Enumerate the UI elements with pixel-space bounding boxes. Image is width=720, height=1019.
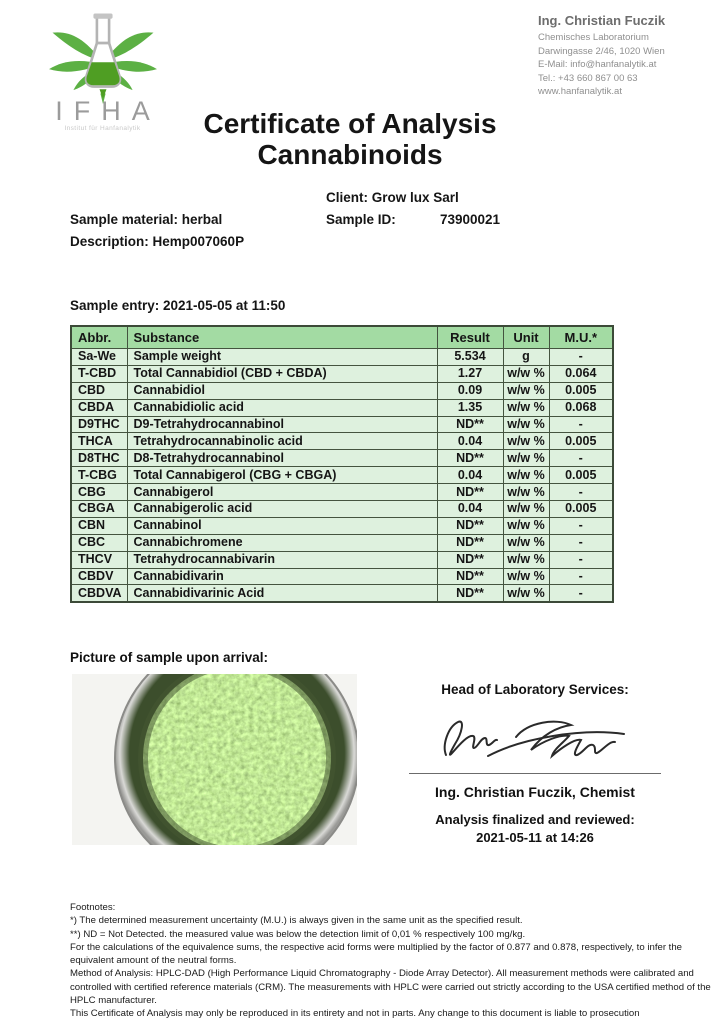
table-row	[71, 433, 613, 450]
footnote-line: **) ND = Not Detected. the measured value was below the detection limit of 0,01 % respectively 100 mg/kg.	[70, 928, 526, 940]
table-cell: THCA	[71, 433, 127, 450]
table-cell: D8THC	[71, 450, 127, 467]
sample-id-value: 73900021	[440, 212, 501, 227]
footnote-line: *) The determined measurement uncertainty (M.U.) is always given in the same unit as the specified result.	[70, 915, 523, 927]
table-cell: ND**	[437, 416, 503, 433]
table-cell: w/w %	[503, 484, 549, 501]
table-cell: w/w %	[503, 517, 549, 534]
table-cell: T-CBD	[71, 365, 127, 382]
table-row	[71, 551, 613, 568]
table-cell: Cannabidivarinic Acid	[127, 585, 437, 602]
signature-line	[409, 773, 661, 774]
table-cell: g	[503, 349, 549, 366]
header-result: Result	[437, 326, 503, 349]
hemp-leaf-flask-icon	[30, 10, 175, 104]
header-substance: Substance	[127, 326, 437, 349]
footnote-line: Method of Analysis: HPLC-DAD (High Performance Liquid Chromatography - Diode Array Detector). All measurement methods were calibrated and controlled with certified reference materials (CRM). The measurements with HPLC were carried out strictly according to the USA certified method of the HPLC manufacturer.	[70, 968, 711, 1007]
table-cell: w/w %	[503, 467, 549, 484]
table-row	[71, 382, 613, 399]
sample-entry-line: Sample entry: 2021-05-05 at 11:50	[70, 298, 286, 313]
table-cell: -	[549, 551, 613, 568]
table-cell: Cannabidivarin	[127, 568, 437, 585]
contact-lab: Chemisches Laboratorium	[538, 32, 649, 43]
finalized-label: Analysis finalized and reviewed:	[435, 812, 635, 827]
footnote-line: For the calculations of the equivalence sums, the respective acid forms were multiplied by the factor of 0.877 and 0.878, respectively, to infer the equivalent amount of the neutral forms.	[70, 941, 683, 967]
table-cell: Sample weight	[127, 349, 437, 366]
table-cell: 0.04	[437, 501, 503, 518]
table-cell: -	[549, 585, 613, 602]
table-cell: THCV	[71, 551, 127, 568]
table-cell: -	[549, 450, 613, 467]
table-cell: Cannabigerol	[127, 484, 437, 501]
logo-subtitle: Institut für Hanfanalytik	[64, 125, 141, 132]
table-cell: ND**	[437, 585, 503, 602]
header-abbr: Abbr.	[71, 326, 127, 349]
table-cell: Cannabidiolic acid	[127, 399, 437, 416]
table-cell: D8-Tetrahydrocannabinol	[127, 450, 437, 467]
table-row	[71, 450, 613, 467]
sample-material-line: Sample material: herbal	[70, 212, 223, 227]
table-cell: 0.068	[549, 399, 613, 416]
table-cell: -	[549, 568, 613, 585]
signature-heading: Head of Laboratory Services:	[441, 682, 629, 697]
table-cell: 0.005	[549, 433, 613, 450]
sample-id-label: Sample ID:	[326, 212, 396, 227]
page-title	[0, 108, 700, 170]
title-line1: Certificate of Analysis	[203, 108, 497, 139]
table-cell: ND**	[437, 484, 503, 501]
footnote-line: This Certificate of Analysis may only be reproduced in its entirety and not in parts. Any change to this document is liable to prosecution	[70, 1008, 640, 1019]
description-line: Description: Hemp007060P	[70, 234, 245, 249]
table-cell: 0.04	[437, 467, 503, 484]
table-row	[71, 416, 613, 433]
table-row	[71, 349, 613, 366]
table-cell: Cannabinol	[127, 517, 437, 534]
table-row	[71, 467, 613, 484]
table-cell: 0.005	[549, 501, 613, 518]
header-unit: Unit	[503, 326, 549, 349]
table-cell: CBC	[71, 534, 127, 551]
table-cell: D9-Tetrahydrocannabinol	[127, 416, 437, 433]
lab-contact-block	[538, 13, 713, 99]
table-cell: CBDV	[71, 568, 127, 585]
signer-name: Ing. Christian Fuczik, Chemist	[435, 784, 635, 800]
table-cell: Tetrahydrocannabivarin	[127, 551, 437, 568]
table-cell: 1.35	[437, 399, 503, 416]
table-cell: ND**	[437, 551, 503, 568]
table-row	[71, 568, 613, 585]
sample-photo	[72, 674, 357, 845]
table-cell: 0.09	[437, 382, 503, 399]
table-cell: CBN	[71, 517, 127, 534]
table-cell: Sa-We	[71, 349, 127, 366]
results-table-body	[71, 349, 613, 602]
header-mu: M.U.*	[549, 326, 613, 349]
table-cell: CBDVA	[71, 585, 127, 602]
finalized-date: 2021-05-11 at 14:26	[476, 830, 594, 845]
table-cell: CBD	[71, 382, 127, 399]
table-cell: ND**	[437, 568, 503, 585]
logo-wordmark: IFHA	[55, 96, 161, 126]
contact-website: www.hanfanalytik.at	[538, 86, 622, 98]
table-cell: w/w %	[503, 551, 549, 568]
table-cell: 1.27	[437, 365, 503, 382]
title-line2: Cannabinoids	[257, 139, 443, 170]
table-cell: CBDA	[71, 399, 127, 416]
footnotes-block	[70, 901, 712, 1019]
table-cell: 0.005	[549, 467, 613, 484]
table-row	[71, 365, 613, 382]
table-cell: w/w %	[503, 433, 549, 450]
contact-email: E-Mail: info@hanfanalytik.at	[538, 59, 657, 71]
table-cell: 0.04	[437, 433, 503, 450]
table-row	[71, 585, 613, 602]
table-cell: ND**	[437, 450, 503, 467]
table-cell: w/w %	[503, 416, 549, 433]
table-cell: Cannabidiol	[127, 382, 437, 399]
table-cell: -	[549, 534, 613, 551]
table-row	[71, 534, 613, 551]
contact-name: Ing. Christian Fuczik	[538, 13, 666, 28]
table-cell: Cannabigerolic acid	[127, 501, 437, 518]
table-cell: T-CBG	[71, 467, 127, 484]
table-cell: w/w %	[503, 534, 549, 551]
table-header-row	[71, 326, 613, 349]
signature-block	[409, 682, 661, 845]
table-row	[71, 484, 613, 501]
table-cell: -	[549, 349, 613, 366]
table-cell: CBGA	[71, 501, 127, 518]
picture-heading: Picture of sample upon arrival:	[70, 650, 269, 665]
table-row	[71, 399, 613, 416]
table-cell: w/w %	[503, 382, 549, 399]
table-cell: Tetrahydrocannabinolic acid	[127, 433, 437, 450]
signature-image	[409, 709, 661, 771]
table-cell: D9THC	[71, 416, 127, 433]
table-cell: w/w %	[503, 585, 549, 602]
table-cell: ND**	[437, 534, 503, 551]
contact-phone: Tel.: +43 660 867 00 63	[538, 72, 638, 84]
table-cell: w/w %	[503, 501, 549, 518]
table-cell: w/w %	[503, 450, 549, 467]
table-cell: Total Cannabigerol (CBG + CBGA)	[127, 467, 437, 484]
results-table	[70, 325, 614, 603]
table-row	[71, 517, 613, 534]
contact-address: Darwingasse 2/46, 1020 Wien	[538, 45, 665, 57]
table-cell: -	[549, 517, 613, 534]
client-line: Client: Grow lux Sarl	[326, 190, 459, 205]
table-row	[71, 501, 613, 518]
table-cell: w/w %	[503, 568, 549, 585]
table-cell: CBG	[71, 484, 127, 501]
table-cell: 5.534	[437, 349, 503, 366]
table-cell: -	[549, 484, 613, 501]
table-cell: w/w %	[503, 365, 549, 382]
table-cell: Cannabichromene	[127, 534, 437, 551]
table-cell: 0.064	[549, 365, 613, 382]
table-cell: ND**	[437, 517, 503, 534]
table-cell: Total Cannabidiol (CBD + CBDA)	[127, 365, 437, 382]
table-cell: 0.005	[549, 382, 613, 399]
table-cell: -	[549, 416, 613, 433]
footnotes-heading: Footnotes:	[70, 902, 116, 913]
table-cell: w/w %	[503, 399, 549, 416]
